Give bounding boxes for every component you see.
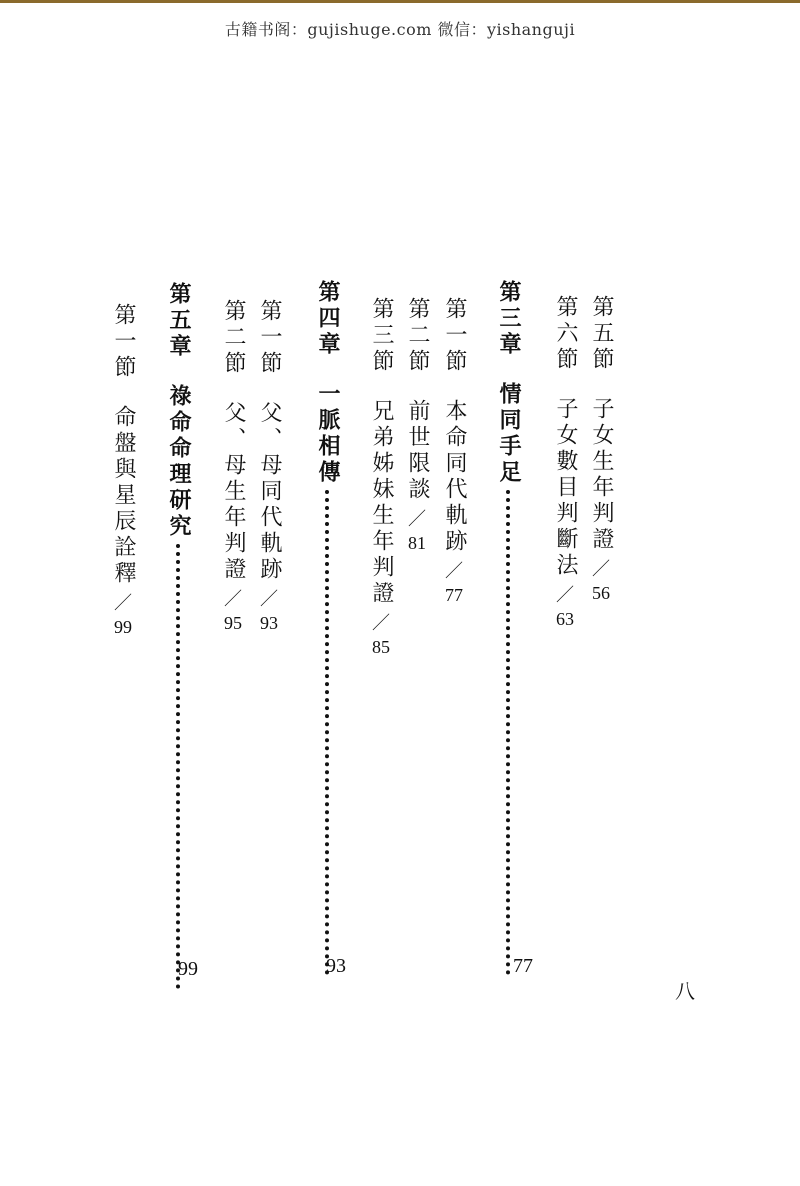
chapter-title: 情同手足 (496, 382, 521, 486)
separator: ／ (445, 561, 463, 582)
page-number: 99 (178, 958, 198, 980)
section-title: 父、母生年判證 (221, 401, 246, 583)
toc-chapter (316, 280, 338, 975)
page-number: 77 (513, 955, 533, 977)
page-number: 85 (372, 637, 390, 657)
page-number: 56 (592, 583, 610, 603)
toc-chapter (497, 280, 519, 975)
separator: ／ (592, 559, 610, 580)
separator: ／ (408, 509, 426, 530)
page-number: 77 (445, 585, 463, 605)
section-label: 第六節 (553, 295, 578, 373)
watermark-header: 古籍书阁：gujishuge.com 微信：yishanguji (224, 20, 576, 39)
chapter-label: 第三章 (496, 280, 521, 358)
page-number: 99 (114, 617, 132, 637)
page-number: 95 (224, 613, 242, 633)
separator: ／ (260, 589, 278, 610)
toc-entry (554, 295, 576, 630)
section-title: 本命同代軌跡 (442, 399, 467, 555)
section-label: 第五節 (589, 295, 614, 373)
section-label: 第一節 (111, 303, 136, 381)
section-title: 子女數目判斷法 (553, 397, 578, 579)
section-label: 第二節 (221, 299, 246, 377)
page-number: 81 (408, 533, 426, 553)
folio-page-number: 八 (675, 979, 695, 1003)
page-number: 93 (326, 955, 346, 977)
chapter-label: 第四章 (315, 280, 340, 358)
chapter-title: 祿命命理研究 (166, 384, 191, 540)
toc-entry (406, 297, 428, 554)
section-label: 第一節 (442, 297, 467, 375)
toc-entry (112, 303, 134, 638)
toc-entry (590, 295, 612, 604)
section-title: 前世限談 (405, 399, 430, 503)
section-title: 命盤與星辰詮釋 (111, 405, 136, 587)
toc-chapter (167, 282, 189, 989)
section-title: 子女生年判證 (589, 397, 614, 553)
dot-leader (506, 490, 510, 975)
section-label: 第一節 (257, 299, 282, 377)
section-label: 第二節 (405, 297, 430, 375)
section-label: 第三節 (369, 297, 394, 375)
toc-entry (222, 299, 244, 634)
dot-leader (325, 490, 329, 975)
top-border (0, 0, 800, 3)
separator: ／ (114, 593, 132, 614)
separator: ／ (224, 589, 242, 610)
page-number: 93 (260, 613, 278, 633)
section-title: 父、母同代軌跡 (257, 401, 282, 583)
toc-entry (443, 297, 465, 606)
page-number: 63 (556, 609, 574, 629)
separator: ／ (372, 613, 390, 634)
dot-leader (176, 544, 180, 989)
toc-entry (258, 299, 280, 634)
chapter-label: 第五章 (166, 282, 191, 360)
separator: ／ (556, 585, 574, 606)
chapter-title: 一脈相傳 (315, 382, 340, 486)
toc-entry (370, 297, 392, 658)
section-title: 兄弟姊妹生年判證 (369, 399, 394, 607)
